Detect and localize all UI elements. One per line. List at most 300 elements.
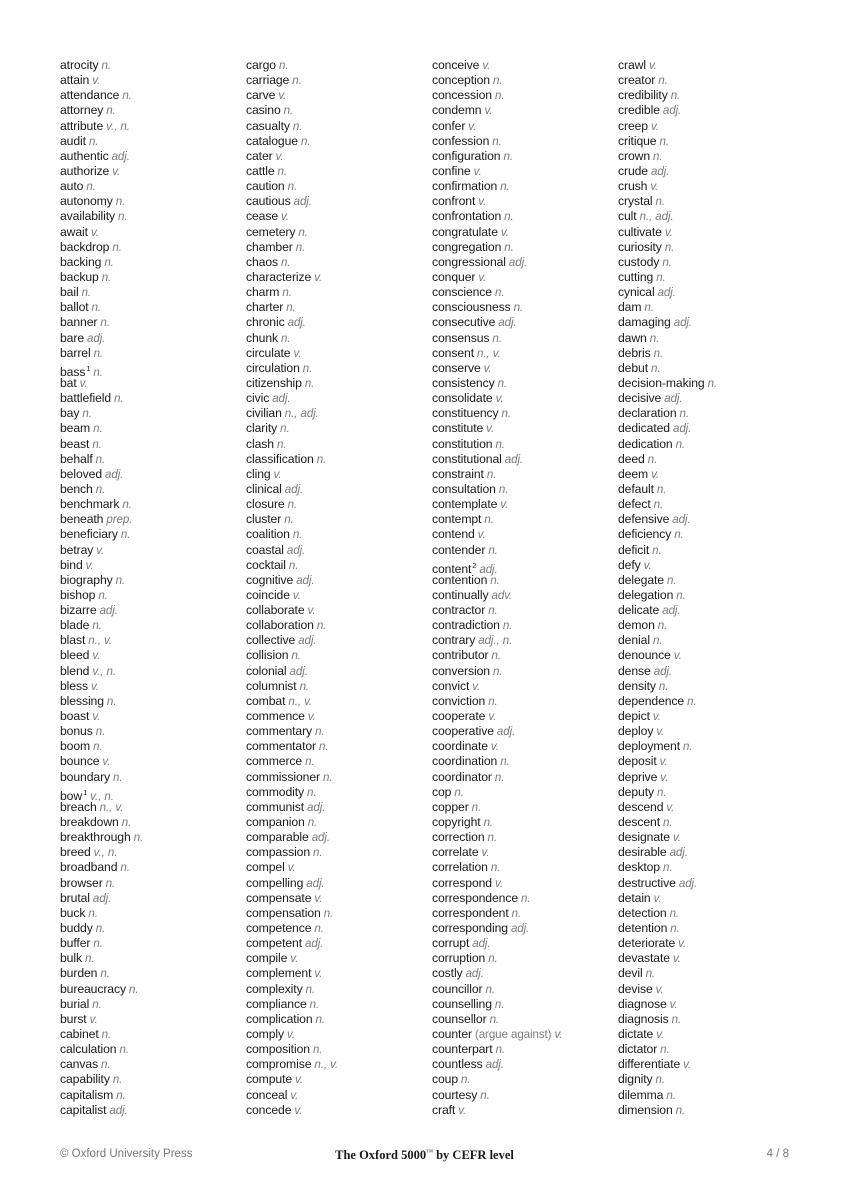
headword: bass [60,364,86,379]
word-entry [432,1103,562,1118]
word-entry [60,179,143,194]
word-entry [246,830,338,845]
word-entry [246,452,338,467]
headword: bless [60,678,88,693]
headword: corresponding [432,921,508,936]
part-of-speech: v. [295,1073,304,1087]
headword: clinical [246,481,282,496]
headword: depict [618,709,650,724]
word-entry [246,558,338,573]
headword: deposit [618,754,657,769]
headword: buck [60,905,86,920]
part-of-speech: v. [92,649,101,663]
headword: counsellor [432,1011,487,1026]
headword: complication [246,1011,313,1026]
word-entry [618,815,717,830]
headword: betray [60,542,94,557]
word-entry [618,543,717,558]
word-entry [246,1072,338,1087]
part-of-speech: n. [666,573,677,587]
word-entry [618,179,717,194]
headword: councillor [432,981,483,996]
headword: chamber [246,239,293,254]
headword: conception [432,73,490,88]
word-entry [246,1088,338,1103]
part-of-speech: n. [492,331,502,345]
headword: breed [60,845,91,860]
word-entry [432,1042,562,1057]
part-of-speech: n. [663,816,673,830]
part-of-speech: n. [316,452,327,466]
part-of-speech: adj. [272,392,291,406]
headword: contend [432,527,475,542]
part-of-speech: n. [495,1043,506,1057]
headword: cargo [246,58,276,72]
word-entry [60,482,143,497]
word-entry [60,603,143,618]
part-of-speech: n. [302,361,313,375]
word-entry [432,315,562,330]
word-entry [60,588,143,603]
part-of-speech: adj. [293,195,312,209]
word-entry [246,164,338,179]
word-entry [60,891,143,906]
part-of-speech: n. [484,513,494,527]
headword: breach [60,799,97,814]
part-of-speech: n. [93,937,103,951]
part-of-speech: n. [93,422,103,436]
part-of-speech: v. [678,937,687,951]
word-entry [60,527,143,542]
headword: commence [246,709,305,724]
part-of-speech: v. [651,467,660,481]
headword: bay [60,406,80,421]
part-of-speech: n. [488,694,498,708]
headword: coalition [246,527,290,542]
part-of-speech: adj. [669,846,688,860]
part-of-speech: adv. [491,588,513,602]
word-entry [432,785,562,800]
headword: coup [432,1072,459,1087]
word-entry [60,103,143,118]
headword: clash [246,436,274,451]
copyright-notice: © Oxford University Press [60,1148,193,1160]
headword: demon [618,618,655,633]
headword: diagnosis [618,1011,669,1026]
part-of-speech: n. [307,816,318,830]
part-of-speech: n. [671,1012,682,1026]
word-entry [618,497,717,512]
headword: banner [60,315,98,330]
word-entry [618,1072,717,1087]
part-of-speech: n. [655,195,665,209]
part-of-speech: n. [118,210,128,224]
word-entry [60,391,143,406]
word-entry [618,648,717,663]
part-of-speech: n., adj. [284,407,319,421]
headword: bureaucracy [60,981,126,996]
part-of-speech: adj. [298,634,317,648]
word-column-1 [60,58,143,1118]
part-of-speech: adj. [496,725,516,739]
word-entry [432,558,562,576]
part-of-speech: n. [645,967,656,981]
part-of-speech: n. [495,437,505,451]
headword: conversion [432,663,490,678]
word-entry [432,664,562,679]
word-entry [60,346,143,361]
part-of-speech: adj. [479,562,498,576]
word-entry [60,982,143,997]
headword: counter [432,1027,472,1041]
part-of-speech: v. [273,467,282,481]
headword: curiosity [618,239,662,254]
part-of-speech: adj. [286,543,306,557]
headword: cultivate [618,224,662,239]
headword: contention [432,572,488,587]
headword: backup [60,269,99,284]
word-entry [60,315,143,330]
word-entry [60,754,143,769]
headword: consultation [432,481,496,496]
part-of-speech: n. [676,588,686,602]
headword: clarity [246,421,278,436]
part-of-speech: v. [672,831,681,845]
word-entry [618,88,717,103]
headword: correction [432,830,485,845]
part-of-speech: n. [660,1043,670,1057]
page-footer [60,1148,789,1164]
part-of-speech: v. [651,119,659,133]
headword: chronic [246,315,285,330]
part-of-speech: n. [112,240,122,254]
word-entry [246,179,338,194]
part-of-speech: n. [281,255,291,269]
word-list [60,58,820,1123]
part-of-speech: n. [115,195,126,209]
part-of-speech: n. [490,573,500,587]
part-of-speech: v. [287,861,296,875]
word-entry [246,421,338,436]
headword: biography [60,572,113,587]
word-entry [60,452,143,467]
headword: bonus [60,724,93,739]
part-of-speech: n. [489,1012,500,1026]
word-entry [618,982,717,997]
headword: cautious [246,194,291,209]
part-of-speech: adj. [662,104,682,118]
part-of-speech: n. [122,498,132,512]
word-entry [60,664,143,679]
part-of-speech: n. [504,210,514,224]
part-of-speech: n. [492,74,503,88]
headword: costly [432,966,463,981]
part-of-speech: n. [95,452,106,466]
headword: constituency [432,406,499,421]
part-of-speech: n. [91,301,102,315]
headword: chaos [246,254,279,269]
page-number: 4 / 8 [766,1148,789,1160]
part-of-speech: n. [679,407,690,421]
word-entry [60,1012,143,1027]
word-entry [246,815,338,830]
headword: constraint [432,466,484,481]
word-entry [432,679,562,694]
headword: craft [432,1102,456,1117]
headword: bat [60,375,77,390]
part-of-speech: n. [662,255,672,269]
word-entry [618,331,717,346]
headword: density [618,678,656,693]
headword: confine [432,163,471,178]
part-of-speech: adj. [99,604,118,618]
word-entry [618,951,717,966]
word-entry [246,876,338,891]
part-of-speech: n. [100,316,110,330]
headword: atrocity [60,58,99,72]
headword: convict [432,678,470,693]
part-of-speech: n. [480,1088,490,1102]
word-entry [432,588,562,603]
headword: detain [618,890,651,905]
part-of-speech: n. [88,134,99,148]
headword: dictate [618,1027,654,1041]
word-entry [618,724,717,739]
word-entry [60,497,143,512]
part-of-speech: n. [497,376,508,390]
part-of-speech: n. [95,482,106,496]
part-of-speech: n. [316,619,327,633]
word-entry [618,1042,717,1057]
headword: circulate [246,345,291,360]
headword: deem [618,466,649,481]
word-entry [432,982,562,997]
word-entry [60,951,143,966]
part-of-speech: adj. [87,331,106,345]
headword: casualty [246,118,290,133]
word-entry [618,452,717,467]
part-of-speech: n. [485,982,495,996]
headword: constitution [432,436,493,451]
headword: casino [246,103,281,118]
headword: capitalism [60,1087,114,1102]
headword: broadband [60,860,118,875]
word-column-3 [432,58,562,1118]
part-of-speech: n. [299,679,310,693]
word-entry [432,391,562,406]
word-entry [432,845,562,860]
headword: attain [60,73,90,88]
headword: cater [246,148,273,163]
word-entry [618,194,717,209]
word-entry [246,860,338,875]
part-of-speech: n. [663,861,673,875]
headword: availability [60,209,116,224]
word-entry [432,149,562,164]
headword: cognitive [246,572,294,587]
part-of-speech: n. [101,1058,111,1072]
headword: buffer [60,936,91,951]
headword: await [60,224,88,239]
word-entry [60,164,143,179]
part-of-speech: n. [319,740,329,754]
word-entry [618,770,717,785]
word-entry [246,1027,338,1042]
word-entry [432,936,562,951]
part-of-speech: v. [102,755,111,769]
part-of-speech: n. [656,270,666,284]
part-of-speech: v. [669,997,678,1011]
headword: civilian [246,406,282,421]
part-of-speech: adj. [289,664,308,678]
headword: configuration [432,148,501,163]
part-of-speech: n. [521,891,531,905]
word-entry [60,936,143,951]
part-of-speech: v. [307,604,316,618]
word-entry [432,906,562,921]
word-entry [432,88,562,103]
word-entry [432,573,562,588]
word-entry [60,331,143,346]
headword: deficiency [618,527,672,542]
part-of-speech: v. [650,180,659,194]
part-of-speech: n. [655,1073,666,1087]
word-entry [618,997,717,1012]
headword: cutting [618,269,654,284]
headword: congressional [432,254,506,269]
word-entry [432,406,562,421]
sense-gloss: (argue against) [474,1028,552,1041]
headword: continually [432,587,489,602]
part-of-speech: n. [494,997,505,1011]
part-of-speech: v. [287,1028,295,1041]
headword: catalogue [246,133,298,148]
part-of-speech: v. [290,952,299,966]
word-entry [432,648,562,663]
headword: beam [60,421,91,436]
part-of-speech: n. [471,800,482,814]
part-of-speech: v. [90,225,99,239]
part-of-speech: n. [488,604,498,618]
headword: carve [246,88,276,103]
word-entry [246,437,338,452]
word-entry [246,891,338,906]
part-of-speech: n. [492,134,502,148]
word-entry [618,209,717,224]
headword: circulation [246,360,300,375]
word-entry [246,482,338,497]
headword: classification [246,451,314,466]
headword: cemetery [246,224,296,239]
part-of-speech: n. [92,437,102,451]
word-entry [618,149,717,164]
part-of-speech: v. [660,770,669,784]
part-of-speech: v. [478,270,487,284]
word-entry [432,361,562,376]
headword: correspond [432,875,492,890]
part-of-speech: adj. [678,876,698,890]
headword: conceal [246,1087,288,1102]
part-of-speech: adj. [498,316,517,330]
word-entry [60,800,143,815]
part-of-speech: v. [648,59,657,72]
part-of-speech: n. [295,240,306,254]
headword: cooperative [432,724,494,739]
part-of-speech: n. [112,1073,123,1087]
word-entry [618,467,717,482]
word-entry [246,603,338,618]
part-of-speech: v. [482,59,491,72]
word-column-2 [246,58,338,1118]
part-of-speech: v. [278,89,287,103]
part-of-speech: adj. [672,422,692,436]
word-entry [432,482,562,497]
word-entry [246,527,338,542]
headword: contrary [432,633,476,648]
word-entry [60,633,143,648]
headword: detection [618,905,667,920]
word-entry [246,255,338,270]
word-entry [432,119,562,134]
word-entry [246,346,338,361]
part-of-speech: n. [674,528,684,542]
headword: compromise [246,1057,312,1072]
headword: dictator [618,1042,658,1057]
word-entry [60,966,143,981]
headword: consolidate [432,391,493,406]
word-entry [60,1042,143,1057]
headword: colonial [246,663,287,678]
document-title [60,1148,789,1163]
word-entry [618,1027,717,1042]
part-of-speech: n. [88,906,98,920]
headword: coastal [246,542,284,557]
word-entry [246,966,338,981]
word-entry [618,603,717,618]
part-of-speech: n. [119,1043,129,1057]
headword: deteriorate [618,936,676,951]
headword: columnist [246,678,297,693]
headword: coordinator [432,769,492,784]
word-entry [60,845,143,860]
headword: cop [432,784,452,799]
word-entry [432,270,562,285]
headword: beneath [60,512,104,527]
word-entry [246,1042,338,1057]
headword: collaborate [246,603,305,618]
part-of-speech: n., v. [88,634,112,648]
word-entry [432,815,562,830]
part-of-speech: n. [106,104,116,118]
word-entry [432,618,562,633]
word-entry [432,739,562,754]
headword: critique [618,133,657,148]
headword: burden [60,966,98,981]
headword: behalf [60,451,93,466]
part-of-speech: v. [483,361,492,375]
word-entry [432,421,562,436]
word-entry [60,679,143,694]
headword: debut [618,360,648,375]
headword: confront [432,194,476,209]
word-entry [432,512,562,527]
homograph-number: 2 [472,560,477,570]
part-of-speech: v. [473,164,482,178]
part-of-speech: n. [652,634,663,648]
part-of-speech: adj. [510,922,530,936]
headword: defy [618,557,641,572]
word-entry [60,724,143,739]
